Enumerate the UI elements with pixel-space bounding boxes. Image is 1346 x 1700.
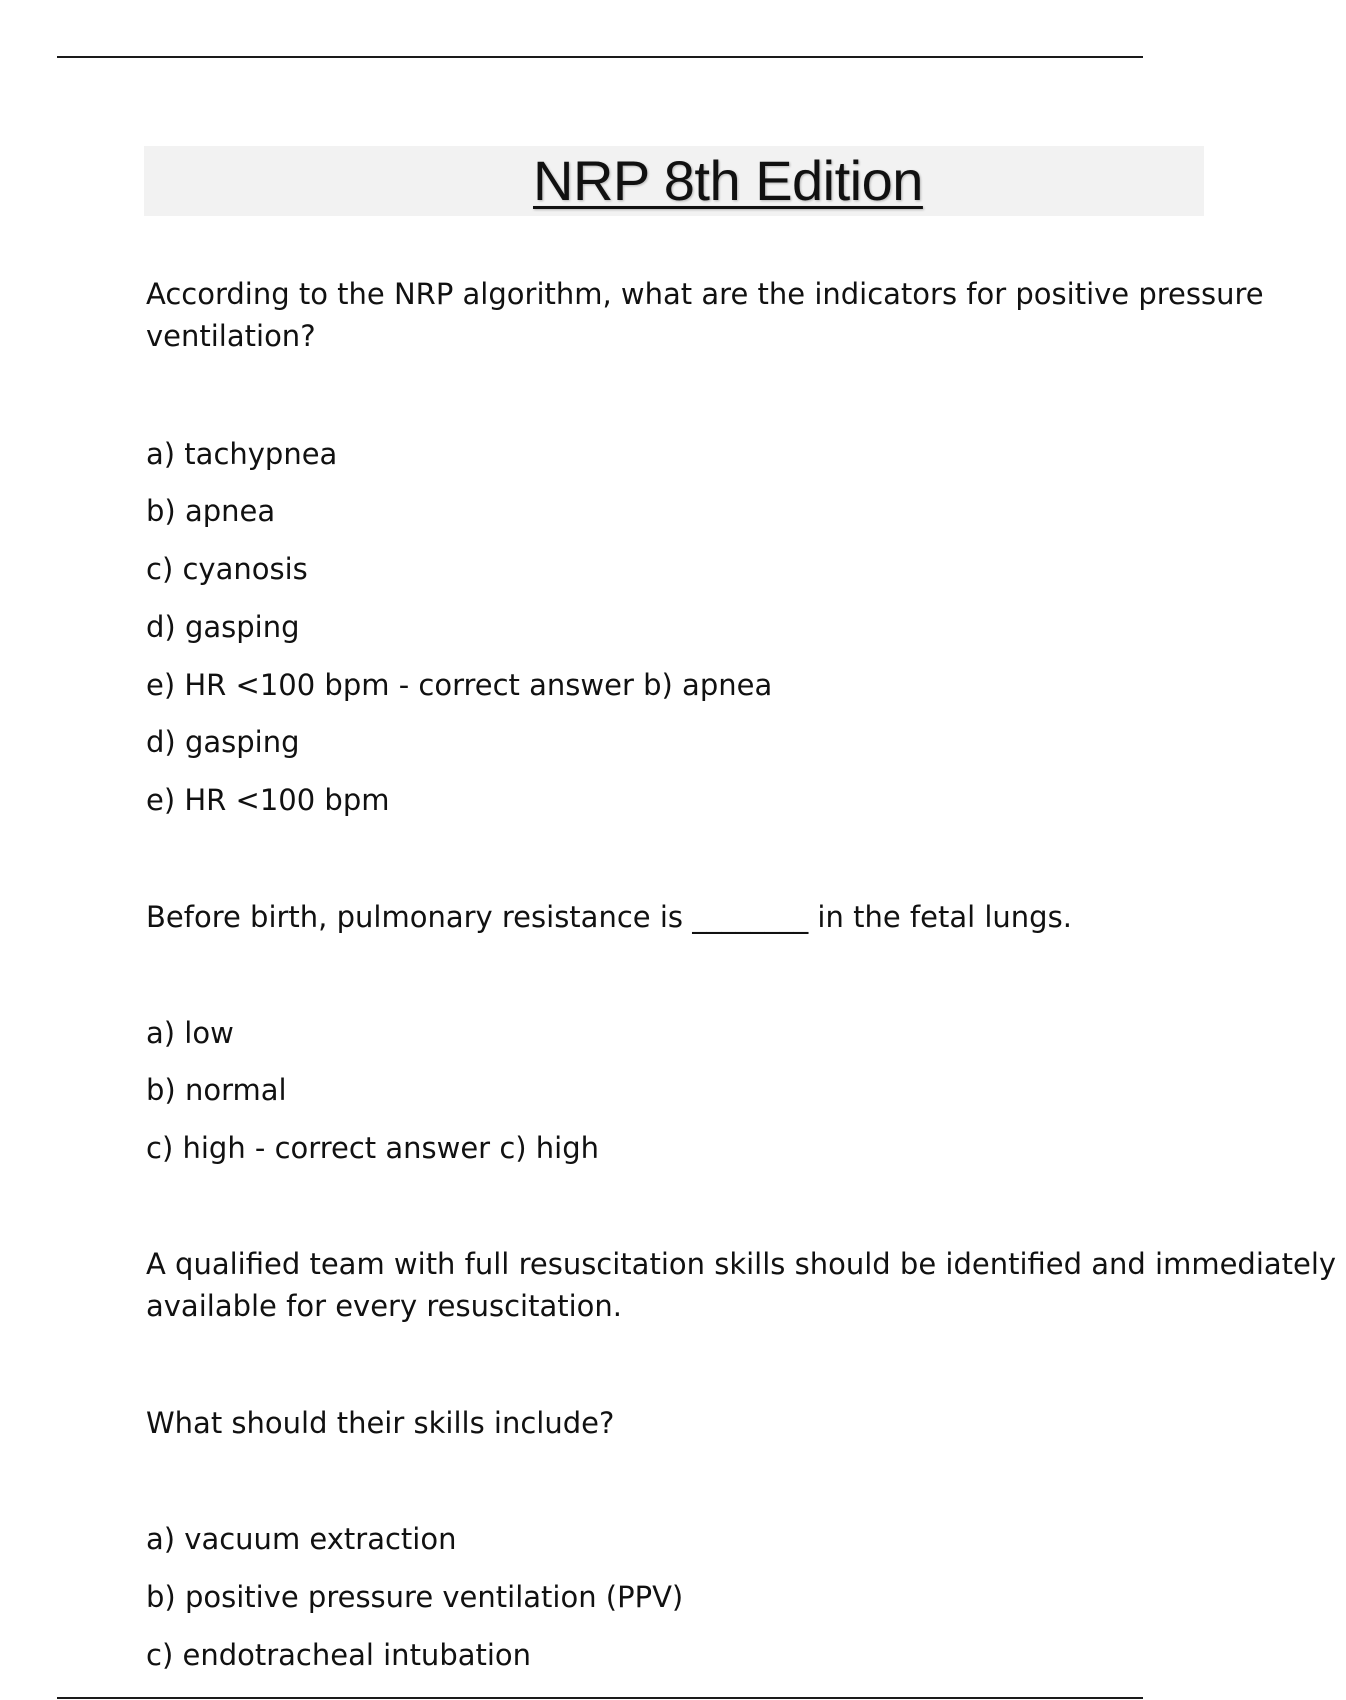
q1-option-with-answer: e) HR <100 bpm - correct answer b) apnea <box>146 668 773 702</box>
top-rule <box>57 56 1143 58</box>
q1-option: e) HR <100 bpm <box>146 783 390 817</box>
question-2: Before birth, pulmonary resistance is ________ in the fetal lungs. <box>146 900 1072 934</box>
question-3 <box>146 1243 1346 1327</box>
title-band <box>144 146 1204 216</box>
q1-option: b) apnea <box>146 494 276 528</box>
q1-option: a) tachypnea <box>146 437 338 471</box>
question-1-line-2: ventilation? <box>146 319 316 353</box>
question-3-line-1: A qualified team with full resuscitation skills should be identified and immediately <box>146 1247 1337 1281</box>
question-1 <box>146 273 1346 357</box>
document-title: NRP 8th Edition <box>533 149 923 212</box>
question-3-line-2: available for every resuscitation. <box>146 1289 622 1323</box>
question-1-line-1: According to the NRP algorithm, what are the indicators for positive pressure <box>146 277 1264 311</box>
q2-option: a) low <box>146 1016 234 1050</box>
q3-option: c) endotracheal intubation <box>146 1638 532 1672</box>
q1-option: d) gasping <box>146 725 300 759</box>
question-3-prompt: What should their skills include? <box>146 1406 615 1440</box>
q2-option: b) normal <box>146 1073 287 1107</box>
q1-option: c) cyanosis <box>146 552 308 586</box>
document-page <box>146 146 1337 1700</box>
q3-option: a) vacuum extraction <box>146 1522 457 1556</box>
bottom-rule <box>57 1697 1143 1699</box>
q3-option: b) positive pressure ventilation (PPV) <box>146 1580 684 1614</box>
q2-option-with-answer: c) high - correct answer c) high <box>146 1131 600 1165</box>
q1-option: d) gasping <box>146 610 300 644</box>
